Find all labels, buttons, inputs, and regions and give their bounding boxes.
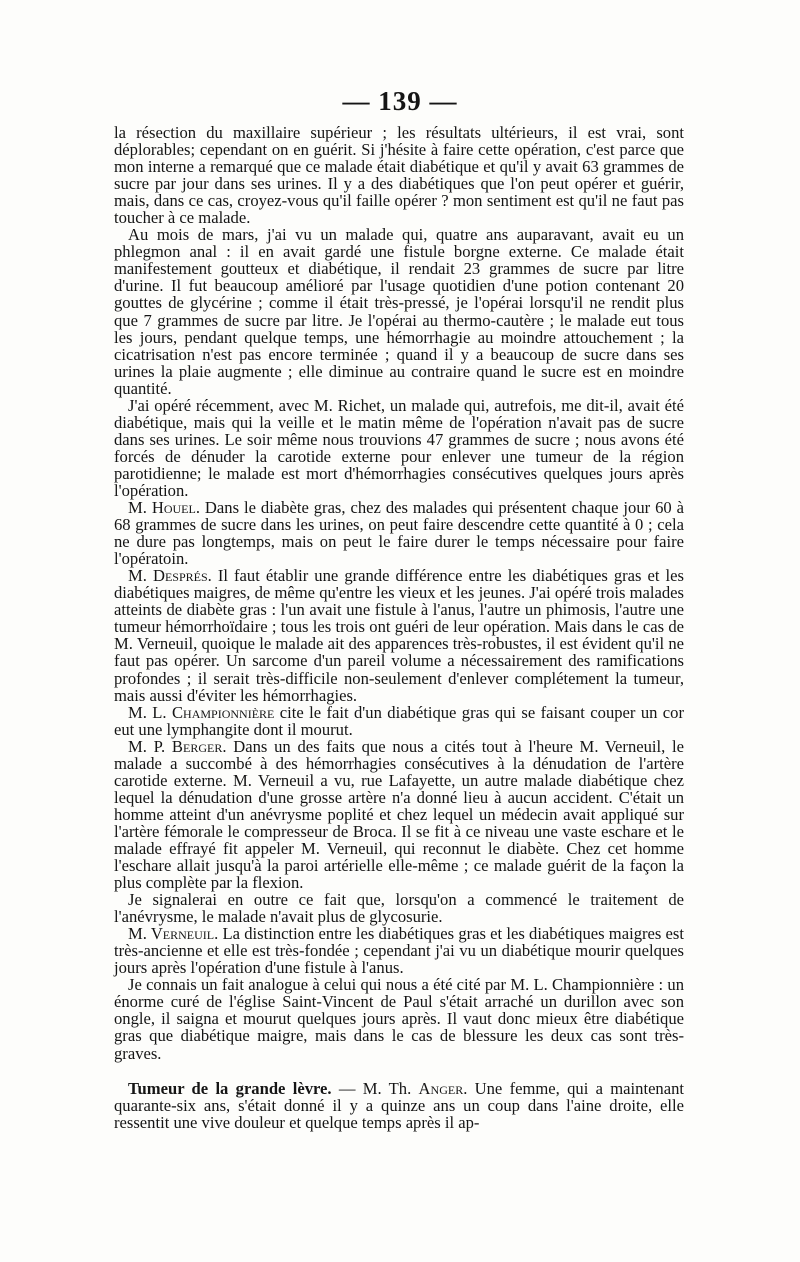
paragraph xyxy=(114,567,684,703)
paragraph: Je connais un fait analogue à celui qui nous a été cité par M. L. Championnière : un énorme curé de l'église Saint-Vincent de Paul s'était arraché un durillon avec son ongle, il saigna et mourut quelques jours après. Il vaut donc mieux être diabétique gras que diabétique maigre, mais dans le cas de blessure les deux cas sont très-graves. xyxy=(114,975,684,1063)
paragraph xyxy=(114,704,684,738)
speaker-name: M. Verneuil. xyxy=(128,924,219,944)
paragraph-text: Il faut établir une grande différence entre les diabétiques gras et les diabétiques maigres, de même qu'entre les vieux et les jeunes. J'ai opéré trois malades atteints de diabète gras : l'un avait une fistule à l'anus, l'autre un phimosis, l'autre une tumeur hémorrhoïdaire ; tous les trois ont guéri de leur opération. Mais dans le cas de M. Verneuil, quoique le malade ait des apparences très-robustes, il est évident qu'il ne faut pas opérer. Un sarcome d'un pareil volume a nécessairement des ramifications profondes ; il serait très-difficile non-seulement d'enlever complétement la tumeur, mais aussi d'éviter les hémorrhagies. xyxy=(114,566,684,705)
speaker-name: Anger. xyxy=(418,1078,468,1098)
paragraph xyxy=(114,925,684,976)
paragraph-text: — M. Th. xyxy=(331,1078,419,1098)
paragraph: Je signalerai en outre ce fait que, lorsqu'on a commencé le traitement de l'anévrysme, le malade n'avait plus de glycosurie. xyxy=(114,890,684,927)
paragraph: Au mois de mars, j'ai vu un malade qui, quatre ans auparavant, avait eu un phlegmon anal : il en avait gardé une fistule borgne externe. Ce malade était manifestement goutteux et diabétique, il rendait 23 grammes de sucre par litre d'urine. Il fut beaucoup amélioré par l'usage quotidien d'une potion contenant 20 gouttes de glycérine ; comme il était très-pressé, je l'opérai lorsqu'il ne rendit plus que 7 grammes de sucre par litre. Je l'opérai au thermo-cautère ; le malade eut tous les jours, pendant quelque temps, une hémorrhagie au moindre attouchement ; la cicatrisation n'est pas encore terminée ; quand il y a beaucoup de sucre dans ses urines la plaie augmente ; elle diminue au contraire quand le sucre est en moindre quantité. xyxy=(114,225,684,398)
body-text xyxy=(114,124,684,1131)
section-title: Tumeur de la grande lèvre. xyxy=(128,1078,332,1098)
paragraph xyxy=(114,499,684,567)
paragraph-text: Dans le diabète gras, chez des malades qui présentent chaque jour 60 à 68 grammes de sucre dans les urines, on peut faire descendre cette quantité à 0 ; cela ne dure pas longtemps, mais on peut le faire durer le temps nécessaire pour faire l'opératoin. xyxy=(114,498,684,569)
paragraph-text: Dans un des faits que nous a cités tout à l'heure M. Verneuil, le malade a succombé à des hémorrhagies consécutives à la dénudation de l'artère carotide externe. M. Verneuil a vu, rue Lafayette, un autre malade diabétique chez lequel la dénudation d'une grosse artère n'a donné lieu à aucun accident. C'était un homme atteint d'un anévrysme poplité et chez lequel un médecin avait appliqué sur l'artère fémorale le compresseur de Broca. Il se fit à ce niveau une vaste eschare et le malade effrayé fit appeler M. Verneuil, qui reconnut le diabète. Chez cet homme l'eschare allait jusqu'à la paroi artérielle elle-même ; ce malade guérit de la façon la plus complète par la flexion. xyxy=(114,736,684,893)
paragraph xyxy=(114,1080,684,1131)
paragraph-text: cite le fait d'un diabétique gras qui se faisant couper un cor eut une lymphangite dont il mourut. xyxy=(114,702,684,739)
speaker-name: M. Després. xyxy=(128,566,212,586)
paragraph: la résection du maxillaire supérieur ; les résultats ultérieurs, il est vrai, sont déplorables; cependant on en guérit. Si j'hésite à faire cette opération, c'est parce que mon interne a remarqué que ce malade était diabétique et qu'il y avait 63 grammes de sucre par jour dans ses urines. Il y a des diabétiques que l'on peut opérer et guérir, mais, dans ce cas, croyez-vous qu'il faille opérer ? mon sentiment est qu'il ne faut pas toucher à ce malade. xyxy=(114,123,684,228)
speaker-name: M. L. Championnière xyxy=(128,702,275,722)
paragraph-text: La distinction entre les diabétiques gras et les diabétiques maigres est très-ancienne et elle est très-fondée ; cependant j'ai vu un diabétique mourir quelques jours après l'opération d'une fistule à l'anus. xyxy=(114,924,684,978)
page-number: — 139 — xyxy=(342,86,458,116)
section-gap xyxy=(114,1062,684,1080)
speaker-name: M. P. Berger. xyxy=(128,736,227,756)
paragraph: J'ai opéré récemment, avec M. Richet, un malade qui, autrefois, me dit-il, avait été diabétique, mais qui la veille et le matin même de l'opération n'avait pas de sucre dans ses urines. Le soir même nous trouvions 47 grammes de sucre ; nous avons été forcés de dénuder la carotide externe pour enlever une tumeur de la région parotidienne; le malade est mort d'hémorrhagies consécutives quelques jours après l'opération. xyxy=(114,395,684,500)
speaker-name: M. Houel. xyxy=(128,498,200,518)
paragraph-text: Une femme, qui a maintenant quarante-six ans, s'était donné il y a quinze ans un coup dans l'aine droite, elle ressentit une vive douleur et quelque temps après il ap- xyxy=(114,1078,684,1132)
paragraph xyxy=(114,738,684,891)
